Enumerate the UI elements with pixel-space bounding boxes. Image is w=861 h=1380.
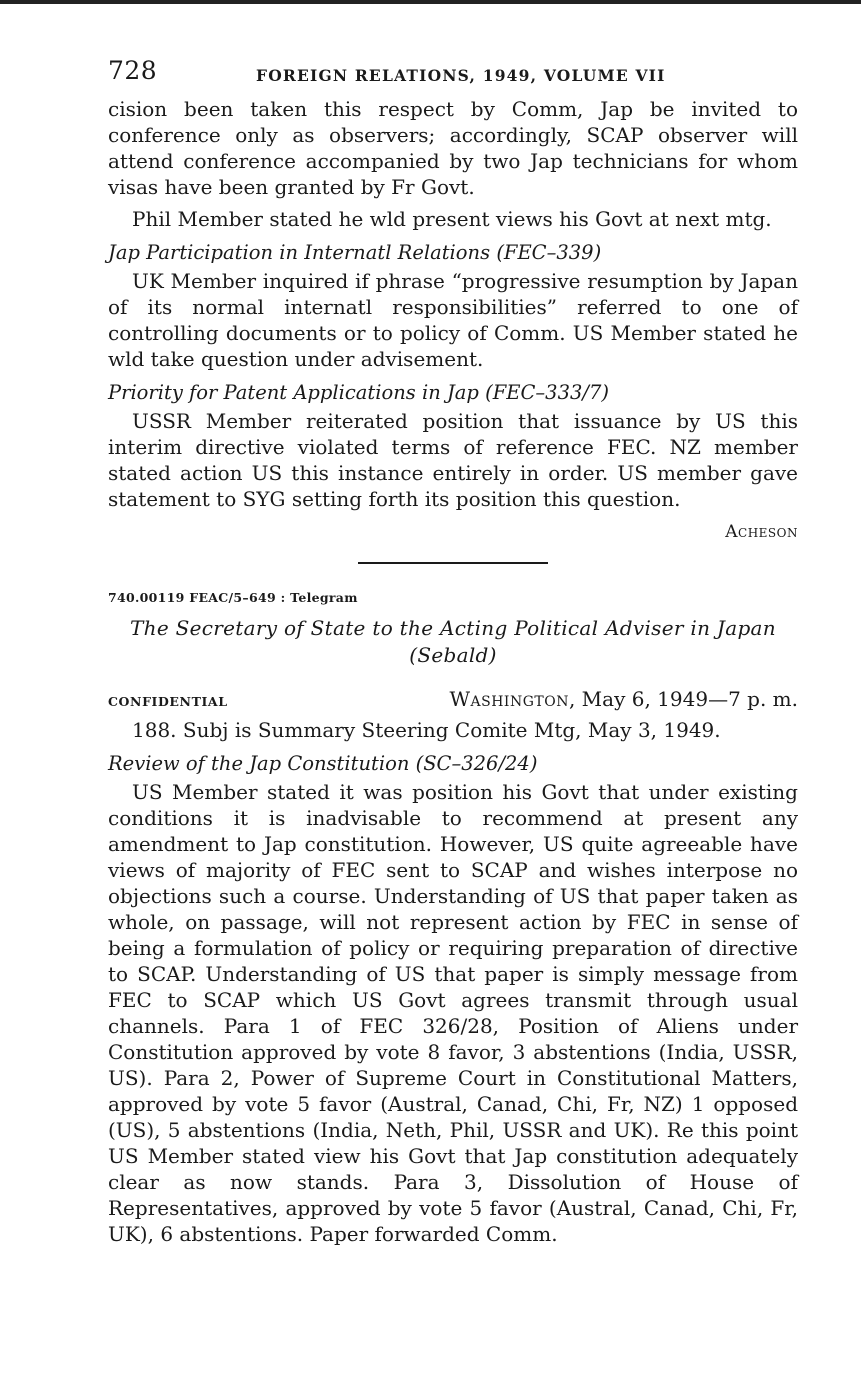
section-heading-constitution-review	[108, 751, 798, 777]
dateline-place: Washington	[449, 687, 569, 711]
heading-code: (FEC–339)	[496, 241, 602, 264]
heading-text: Priority for Patent Applications in Jap	[108, 381, 479, 404]
signature-acheson: Acheson	[725, 522, 798, 542]
dateline-row	[108, 687, 798, 711]
section-divider	[358, 562, 548, 564]
jap-participation-paragraph: UK Member inquired if phrase “progressive resumption by Japan of its normal internatl responsibilities” referred to one of controlling documents or to policy of Comm. US Member stated he wld take question under advisement.	[108, 269, 798, 371]
running-title: FOREIGN RELATIONS, 1949, VOLUME VII	[256, 66, 666, 85]
document-title: The Secretary of State to the Acting Political Adviser in Japan (Sebald)	[130, 616, 776, 667]
heading-code: (FEC–333/7)	[485, 381, 609, 404]
document-page	[108, 52, 798, 1247]
heading-text: Jap Participation in Internatl Relations	[108, 241, 491, 264]
heading-text: Review of the Jap Constitution	[108, 752, 410, 775]
phil-member-paragraph: Phil Member stated he wld present views his Govt at next mtg.	[132, 207, 772, 231]
top-edge-rule	[0, 0, 861, 4]
section-heading-patent-priority	[108, 380, 798, 406]
continuation-paragraph: cision been taken this respect by Comm, Jap be invited to conference only as observers; accordingly, SCAP observer will attend conference accompanied by two Jap technicians for whom visas have been granted by Fr Govt.	[108, 97, 798, 199]
dateline	[449, 687, 798, 711]
heading-code: (SC–326/24)	[415, 752, 538, 775]
page-number: 728	[108, 56, 158, 85]
telegram-intro: 188. Subj is Summary Steering Comite Mtg, May 3, 1949.	[132, 718, 721, 742]
constitution-review-paragraph: US Member stated it was position his Govt that under existing conditions it is inadvisable to recommend at present any amendment to Jap constitution. However, US quite agreeable have views of majority of FEC sent to SCAP and wishes interpose no objections such a course. Understanding of US that paper taken as whole, on passage, will not represent action by FEC in sense of being a formulation of policy or requiring preparation of directive to SCAP. Understanding of US that paper is simply message from FEC to SCAP which US Govt agrees transmit through usual channels. Para 1 of FEC 326/28, Position of Aliens under Constitution approved by vote 8 favor, 3 abstentions (India, USSR, US). Para 2, Power of Supreme Court in Constitutional Matters, approved by vote 5 favor (Austral, Canad, Chi, Fr, NZ) 1 opposed (US), 5 abstentions (India, Neth, Phil, USSR and UK). Re this point US Member stated view his Govt that Jap constitution adequately clear as now stands. Para 3, Dissolution of House of Representatives, approved by vote 5 favor (Austral, Canad, Chi, Fr, UK), 6 abstentions. Paper forwarded Comm.	[108, 780, 798, 1246]
classification-label: CONFIDENTIAL	[108, 694, 228, 709]
patent-priority-paragraph: USSR Member reiterated position that issuance by US this interim directive violated terms of reference FEC. NZ member stated action US this instance entirely in order. US member gave statement to SYG setting forth its position this question.	[108, 409, 798, 511]
running-header	[108, 52, 798, 96]
section-heading-jap-participation	[108, 240, 798, 266]
dateline-date: , May 6, 1949—7 p. m.	[568, 687, 798, 711]
file-code: 740.00119 FEAC/5–649 : Telegram	[108, 590, 358, 605]
